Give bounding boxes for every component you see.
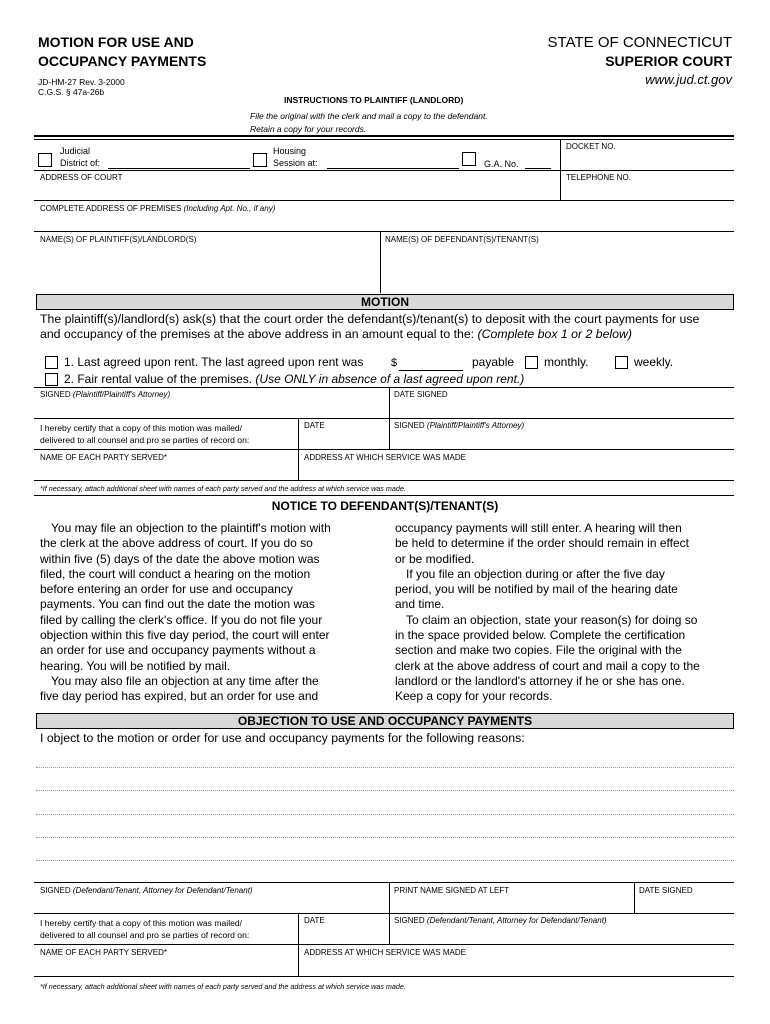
weekly-checkbox[interactable] <box>615 356 628 369</box>
notice-right-line: occupancy payments will still enter. A hearing will then <box>395 521 682 535</box>
row-rule <box>34 449 734 450</box>
row-rule <box>34 913 734 914</box>
motion-certify-text <box>40 422 249 446</box>
objection-certify-text <box>40 917 249 941</box>
premises-label-text: COMPLETE ADDRESS OF PREMISES <box>40 204 182 213</box>
option2-label <box>64 372 524 387</box>
instructions-title: INSTRUCTIONS TO PLAINTIFF (LANDLORD) <box>284 95 464 105</box>
address-of-court-label: ADDRESS OF COURT <box>40 173 123 182</box>
motion-service-label: ADDRESS AT WHICH SERVICE WAS MADE <box>304 453 466 462</box>
form-title-line1: MOTION FOR USE AND <box>38 34 194 50</box>
row-rule <box>34 944 734 945</box>
motion-certify-signature-input[interactable] <box>391 432 732 448</box>
objection-footnote: *If necessary, attach additional sheet with names of each party served and the address at which service was made. <box>40 982 406 991</box>
session-input[interactable] <box>327 168 459 169</box>
notice-right-line: period, you will be notified by mail of the hearing date <box>395 582 678 597</box>
website: www.jud.ct.gov <box>645 72 732 87</box>
notice-left-line: You may file an objection to the plaintiff's motion with <box>51 521 331 535</box>
state-name: STATE OF CONNECTICUT <box>547 34 732 51</box>
row-rule <box>34 231 734 232</box>
objection-date-label: DATE <box>304 916 325 925</box>
form-number: JD-HM-27 Rev. 3-2000 <box>38 77 125 87</box>
form-title-line2: OCCUPANCY PAYMENTS <box>38 53 207 69</box>
housing-label: Housing <box>273 146 307 156</box>
notice-heading: NOTICE TO DEFENDANT(S)/TENANT(S) <box>271 499 499 513</box>
objection-text: I object to the motion or order for use and occupancy payments for the following reasons: <box>40 731 525 745</box>
motion-certify-date-input[interactable] <box>300 432 386 448</box>
objection-service-label: ADDRESS AT WHICH SERVICE WAS MADE <box>304 948 466 957</box>
housing-session-checkbox[interactable] <box>253 153 267 167</box>
docket-label: DOCKET NO. <box>566 142 616 151</box>
print-name-input[interactable] <box>391 897 632 913</box>
option1-checkbox[interactable] <box>45 356 58 369</box>
motion-party-input[interactable] <box>36 464 296 480</box>
motion-footnote: *If necessary, attach additional sheet with names of each party served and the address at which service was made. <box>40 484 406 493</box>
reason-line-3[interactable] <box>36 814 734 815</box>
reason-line-4[interactable] <box>36 837 734 838</box>
objection-date-signed-label: DATE SIGNED <box>639 886 693 895</box>
ga-label: G.A. No. <box>484 159 519 169</box>
dollar-sign: $ <box>391 357 398 369</box>
statute-ref: C.G.S. § 47a-26b <box>38 87 105 97</box>
motion-certify-line1: I hereby certify that a copy of this motion was mailed/ <box>40 423 243 433</box>
plaintiff-input[interactable] <box>36 247 376 291</box>
notice-right-line: in the space provided below. Complete the certification <box>395 628 686 643</box>
objection-signature-input[interactable] <box>36 897 386 913</box>
objection-certify-line2: delivered to all counsel and pro se parties of record on: <box>40 930 250 940</box>
print-name-divider <box>634 882 635 913</box>
objection-party-divider <box>298 944 299 976</box>
motion-text-line1: The plaintiff(s)/landlord(s) ask(s) that the court order the defendant(s)/tenant(s) to deposit with the court payments for use <box>40 312 700 326</box>
notice-right-line: If you file an objection during or after the five day <box>406 566 665 581</box>
header-rule <box>34 135 734 137</box>
notice-right-line: Keep a copy for your records. <box>395 689 553 704</box>
motion-signature-input[interactable] <box>36 401 386 417</box>
objection-signed2-label-note: (Defendant/Tenant, Attorney for Defendant/Tenant) <box>426 916 607 925</box>
objection-heading: OBJECTION TO USE AND OCCUPANCY PAYMENTS <box>36 713 734 729</box>
notice-left-line: five day period has expired, but an order for use and <box>40 689 319 704</box>
motion-heading: MOTION <box>36 294 734 310</box>
row-rule <box>34 480 734 481</box>
row-rule <box>34 882 734 883</box>
notice-left-line: You may also file an objection at any time after the <box>51 673 319 688</box>
weekly-label: weekly. <box>634 355 674 369</box>
judicial-label: Judicial <box>60 146 91 156</box>
objection-party-input[interactable] <box>36 959 296 975</box>
reason-line-1[interactable] <box>36 767 734 768</box>
motion-certify-line2: delivered to all counsel and pro se parties of record on: <box>40 435 250 445</box>
certify-divider-2 <box>389 418 390 449</box>
notice-right-line: section and make two copies. File the original with the <box>395 643 682 658</box>
premises-label <box>40 204 275 214</box>
docket-input[interactable] <box>561 156 733 170</box>
party-divider <box>380 231 381 293</box>
objection-date-signed-input[interactable] <box>636 897 732 913</box>
premises-input[interactable] <box>36 215 732 229</box>
header-rule-2 <box>34 139 734 140</box>
telephone-input[interactable] <box>561 183 733 197</box>
objection-signed-divider <box>389 882 390 913</box>
objection-certify-divider-2 <box>389 913 390 944</box>
notice-right-line: clerk at the above address of court and mail a copy to the <box>395 658 700 673</box>
objection-certify-signature-input[interactable] <box>391 927 732 943</box>
ga-checkbox[interactable] <box>462 152 476 166</box>
option2-label-note: (Use ONLY in absence of a last agreed upon rent.) <box>255 372 525 386</box>
notice-left-line: filed by calling the clerk's office. If you do not file your <box>40 612 323 627</box>
notice-right-line: To claim an objection, state your reason(s) for doing so <box>406 612 698 627</box>
option2-label-text: 2. Fair rental value of the premises. <box>64 372 256 386</box>
option1-label: 1. Last agreed upon rent. The last agreed upon rent was <box>64 355 364 369</box>
notice-left-line: hearing. You will be notified by mail. <box>40 658 231 673</box>
plaintiff-label: NAME(S) OF PLAINTIFF(S)/LANDLORD(S) <box>40 235 197 244</box>
monthly-label: monthly. <box>544 355 589 369</box>
notice-right-line: landlord or the landlord's attorney if he or she has one. <box>395 673 685 688</box>
session-label: Session at: <box>273 158 318 168</box>
objection-service-input[interactable] <box>300 959 732 975</box>
notice-right-line: be held to determine if the order should remain in effect <box>395 536 689 551</box>
motion-text-line2 <box>40 327 632 342</box>
signed-divider <box>389 387 390 418</box>
notice-left-line: objection within this five day period, the court will enter <box>40 628 330 643</box>
row-rule <box>34 387 734 388</box>
monthly-checkbox[interactable] <box>525 356 538 369</box>
rent-amount-input[interactable] <box>399 370 463 371</box>
objection-certify-date-input[interactable] <box>300 927 386 943</box>
ga-input[interactable] <box>525 168 551 169</box>
motion-party-label: NAME OF EACH PARTY SERVED* <box>40 453 167 462</box>
objection-signed-label-text: SIGNED <box>40 886 71 895</box>
objection-signed2-label <box>394 916 607 926</box>
objection-signed-label-note: (Defendant/Tenant, Attorney for Defendant/Tenant) <box>72 886 253 895</box>
motion-signed-label-text: SIGNED <box>40 390 71 399</box>
reason-line-5[interactable] <box>36 860 734 861</box>
motion-signed-label <box>40 390 170 400</box>
defendant-input[interactable] <box>382 247 732 291</box>
notice-left-line: before entering an order for use and occupancy <box>40 582 293 597</box>
motion-text-line2b: (Complete box 1 or 2 below) <box>477 327 632 341</box>
objection-signed2-label-text: SIGNED <box>394 916 425 925</box>
court-name: SUPERIOR COURT <box>605 53 732 69</box>
motion-date-signed-input[interactable] <box>391 401 732 417</box>
objection-certify-line1: I hereby certify that a copy of this motion was mailed/ <box>40 918 243 928</box>
district-label: District of: <box>60 158 101 168</box>
payable-label: payable <box>472 355 515 369</box>
motion-text-line2a: and occupancy of the premises at the above address in an amount equal to the: <box>40 327 478 341</box>
objection-certify-divider <box>298 913 299 944</box>
district-input[interactable] <box>108 168 250 169</box>
instructions-line2: Retain a copy for your records. <box>250 124 367 134</box>
form-title <box>38 33 206 71</box>
notice-left-line: payments. You can find out the date the motion was <box>40 597 315 612</box>
notice-right-line: and time. <box>395 597 445 612</box>
telephone-label: TELEPHONE NO. <box>566 173 631 182</box>
row-rule <box>34 976 734 977</box>
notice-rule <box>34 495 734 496</box>
address-of-court-input[interactable] <box>36 183 556 197</box>
motion-signed2-label-text: SIGNED <box>394 421 425 430</box>
motion-signed-label-note: (Plaintiff/Plaintiff's Attorney) <box>72 390 171 399</box>
party-served-divider <box>298 449 299 480</box>
objection-party-label: NAME OF EACH PARTY SERVED* <box>40 948 167 957</box>
row-rule <box>34 418 734 419</box>
judicial-district-checkbox[interactable] <box>38 153 52 167</box>
defendant-label: NAME(S) OF DEFENDANT(S)/TENANT(S) <box>385 235 539 244</box>
notice-right-column <box>395 521 735 705</box>
telephone-divider <box>560 170 561 200</box>
notice-left-line: an order for use and occupancy payments without a <box>40 643 316 658</box>
instructions-line1: File the original with the clerk and mail a copy to the defendant. <box>250 111 488 121</box>
notice-left-column <box>40 521 385 705</box>
reason-line-2[interactable] <box>36 790 734 791</box>
notice-right-line: or be modified. <box>395 551 475 566</box>
row-rule <box>34 200 734 201</box>
notice-left-line: filed, the court will conduct a hearing on the motion <box>40 566 311 581</box>
premises-label-note: (Including Apt. No., if any) <box>183 204 276 213</box>
objection-signed-label <box>40 886 253 896</box>
row-rule <box>34 170 734 171</box>
option2-checkbox[interactable] <box>45 373 58 386</box>
motion-signed2-label-note: (Plaintiff/Plaintiff's Attorney) <box>426 421 525 430</box>
motion-signed2-label <box>394 421 524 431</box>
motion-service-input[interactable] <box>300 464 732 480</box>
notice-left-line: within five (5) days of the date the above motion was <box>40 551 320 566</box>
motion-date-label: DATE <box>304 421 325 430</box>
print-name-label: PRINT NAME SIGNED AT LEFT <box>394 886 510 895</box>
motion-date-signed-label: DATE SIGNED <box>394 390 448 399</box>
certify-divider <box>298 418 299 449</box>
notice-left-line: the clerk at the above address of court. If you do so <box>40 536 313 551</box>
